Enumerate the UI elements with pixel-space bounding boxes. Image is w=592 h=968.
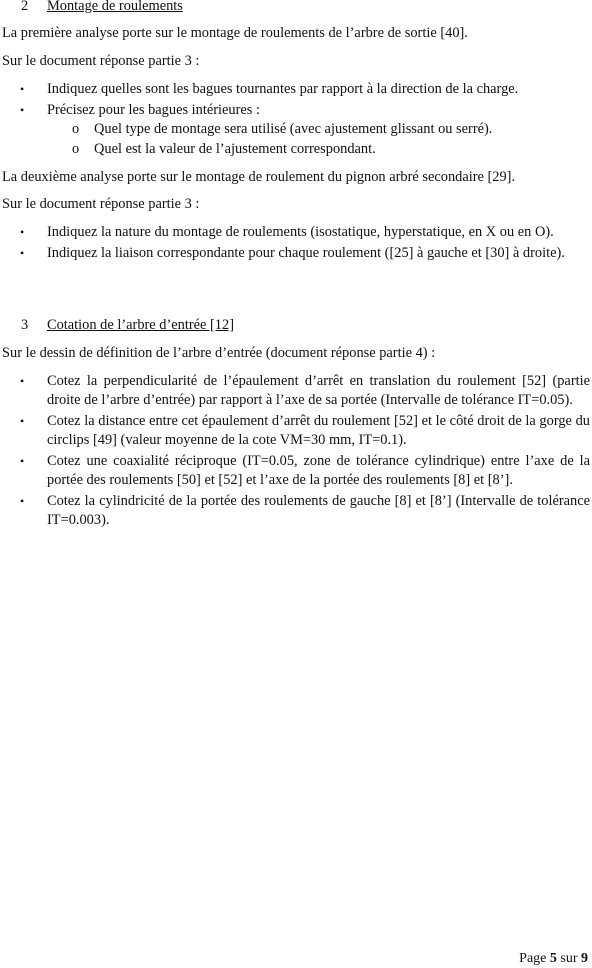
current-page: 5 bbox=[549, 951, 557, 966]
section-2-ref-1: Sur le document réponse partie 3 : bbox=[2, 53, 200, 69]
section-2-bullet-list-1 bbox=[0, 80, 592, 122]
section-2-second-analysis: La deuxième analyse porte sur le montage de roulement du pignon arbré secondaire [29]. bbox=[2, 169, 516, 185]
circle-bullet-icon: o bbox=[72, 141, 80, 157]
section-3-number: 3 bbox=[21, 317, 29, 333]
section-2-ref-2: Sur le document réponse partie 3 : bbox=[2, 196, 200, 212]
bullet-icon bbox=[20, 492, 24, 511]
sub-list-item: o Quel type de montage sera utilisé (avec ajustement glissant ou serré). bbox=[72, 121, 493, 137]
section-3-title: Cotation de l’arbre d’entrée [12] bbox=[47, 317, 234, 333]
list-item: • Cotez une coaxialité réciproque (IT=0.05, zone de tolérance cylindrique) entre l’axe de la portée des roulements [50] et [52] et l’axe de la portée des roulements [8] et [8’]. bbox=[0, 452, 592, 490]
bullet-icon bbox=[20, 244, 24, 263]
bullet-icon bbox=[20, 372, 24, 391]
section-2-number: 2 bbox=[21, 0, 29, 14]
bullet-icon bbox=[20, 223, 24, 242]
circle-bullet-icon: o bbox=[72, 121, 80, 137]
list-item: • Précisez pour les bagues intérieures : bbox=[0, 101, 592, 120]
page-number: Page 5 sur 9 bbox=[519, 951, 588, 966]
section-3-bullet-list bbox=[0, 372, 592, 532]
list-item: • Indiquez quelles sont les bagues tournantes par rapport à la direction de la charge. bbox=[0, 80, 592, 99]
total-pages: 9 bbox=[581, 951, 588, 966]
section-2-sub-list bbox=[0, 120, 592, 160]
bullet-icon bbox=[20, 101, 24, 120]
list-item: • Cotez la cylindricité de la portée des roulements de gauche [8] et [8’] (Intervalle de tolérance IT=0.003). bbox=[0, 492, 592, 530]
bullet-icon bbox=[20, 452, 24, 471]
section-2-bullet-list-2 bbox=[0, 223, 592, 265]
section-2-title: Montage de roulements bbox=[47, 0, 183, 14]
list-item: • Indiquez la nature du montage de roulements (isostatique, hyperstatique, en X ou en O). bbox=[0, 223, 592, 242]
bullet-icon bbox=[20, 80, 24, 99]
sub-list-item: o Quel est la valeur de l’ajustement correspondant. bbox=[72, 141, 376, 157]
section-2-intro: La première analyse porte sur le montage de roulements de l’arbre de sortie [40]. bbox=[2, 25, 468, 41]
list-item: • Cotez la distance entre cet épaulement d’arrêt du roulement [52] et le côté droit de la gorge du circlips [49] (valeur moyenne de la cote VM=30 mm, IT=0.1). bbox=[0, 412, 592, 450]
bullet-icon bbox=[20, 412, 24, 431]
list-item: • Indiquez la liaison correspondante pour chaque roulement ([25] à gauche et [30] à droite). bbox=[0, 244, 592, 263]
section-3-intro: Sur le dessin de définition de l’arbre d’entrée (document réponse partie 4) : bbox=[2, 345, 436, 361]
list-item: • Cotez la perpendicularité de l’épaulement d’arrêt en translation du roulement [52] (partie droite de l’arbre d’entrée) par rapport à l’axe de sa portée (Intervalle de tolérance IT=0.05). bbox=[0, 372, 592, 410]
